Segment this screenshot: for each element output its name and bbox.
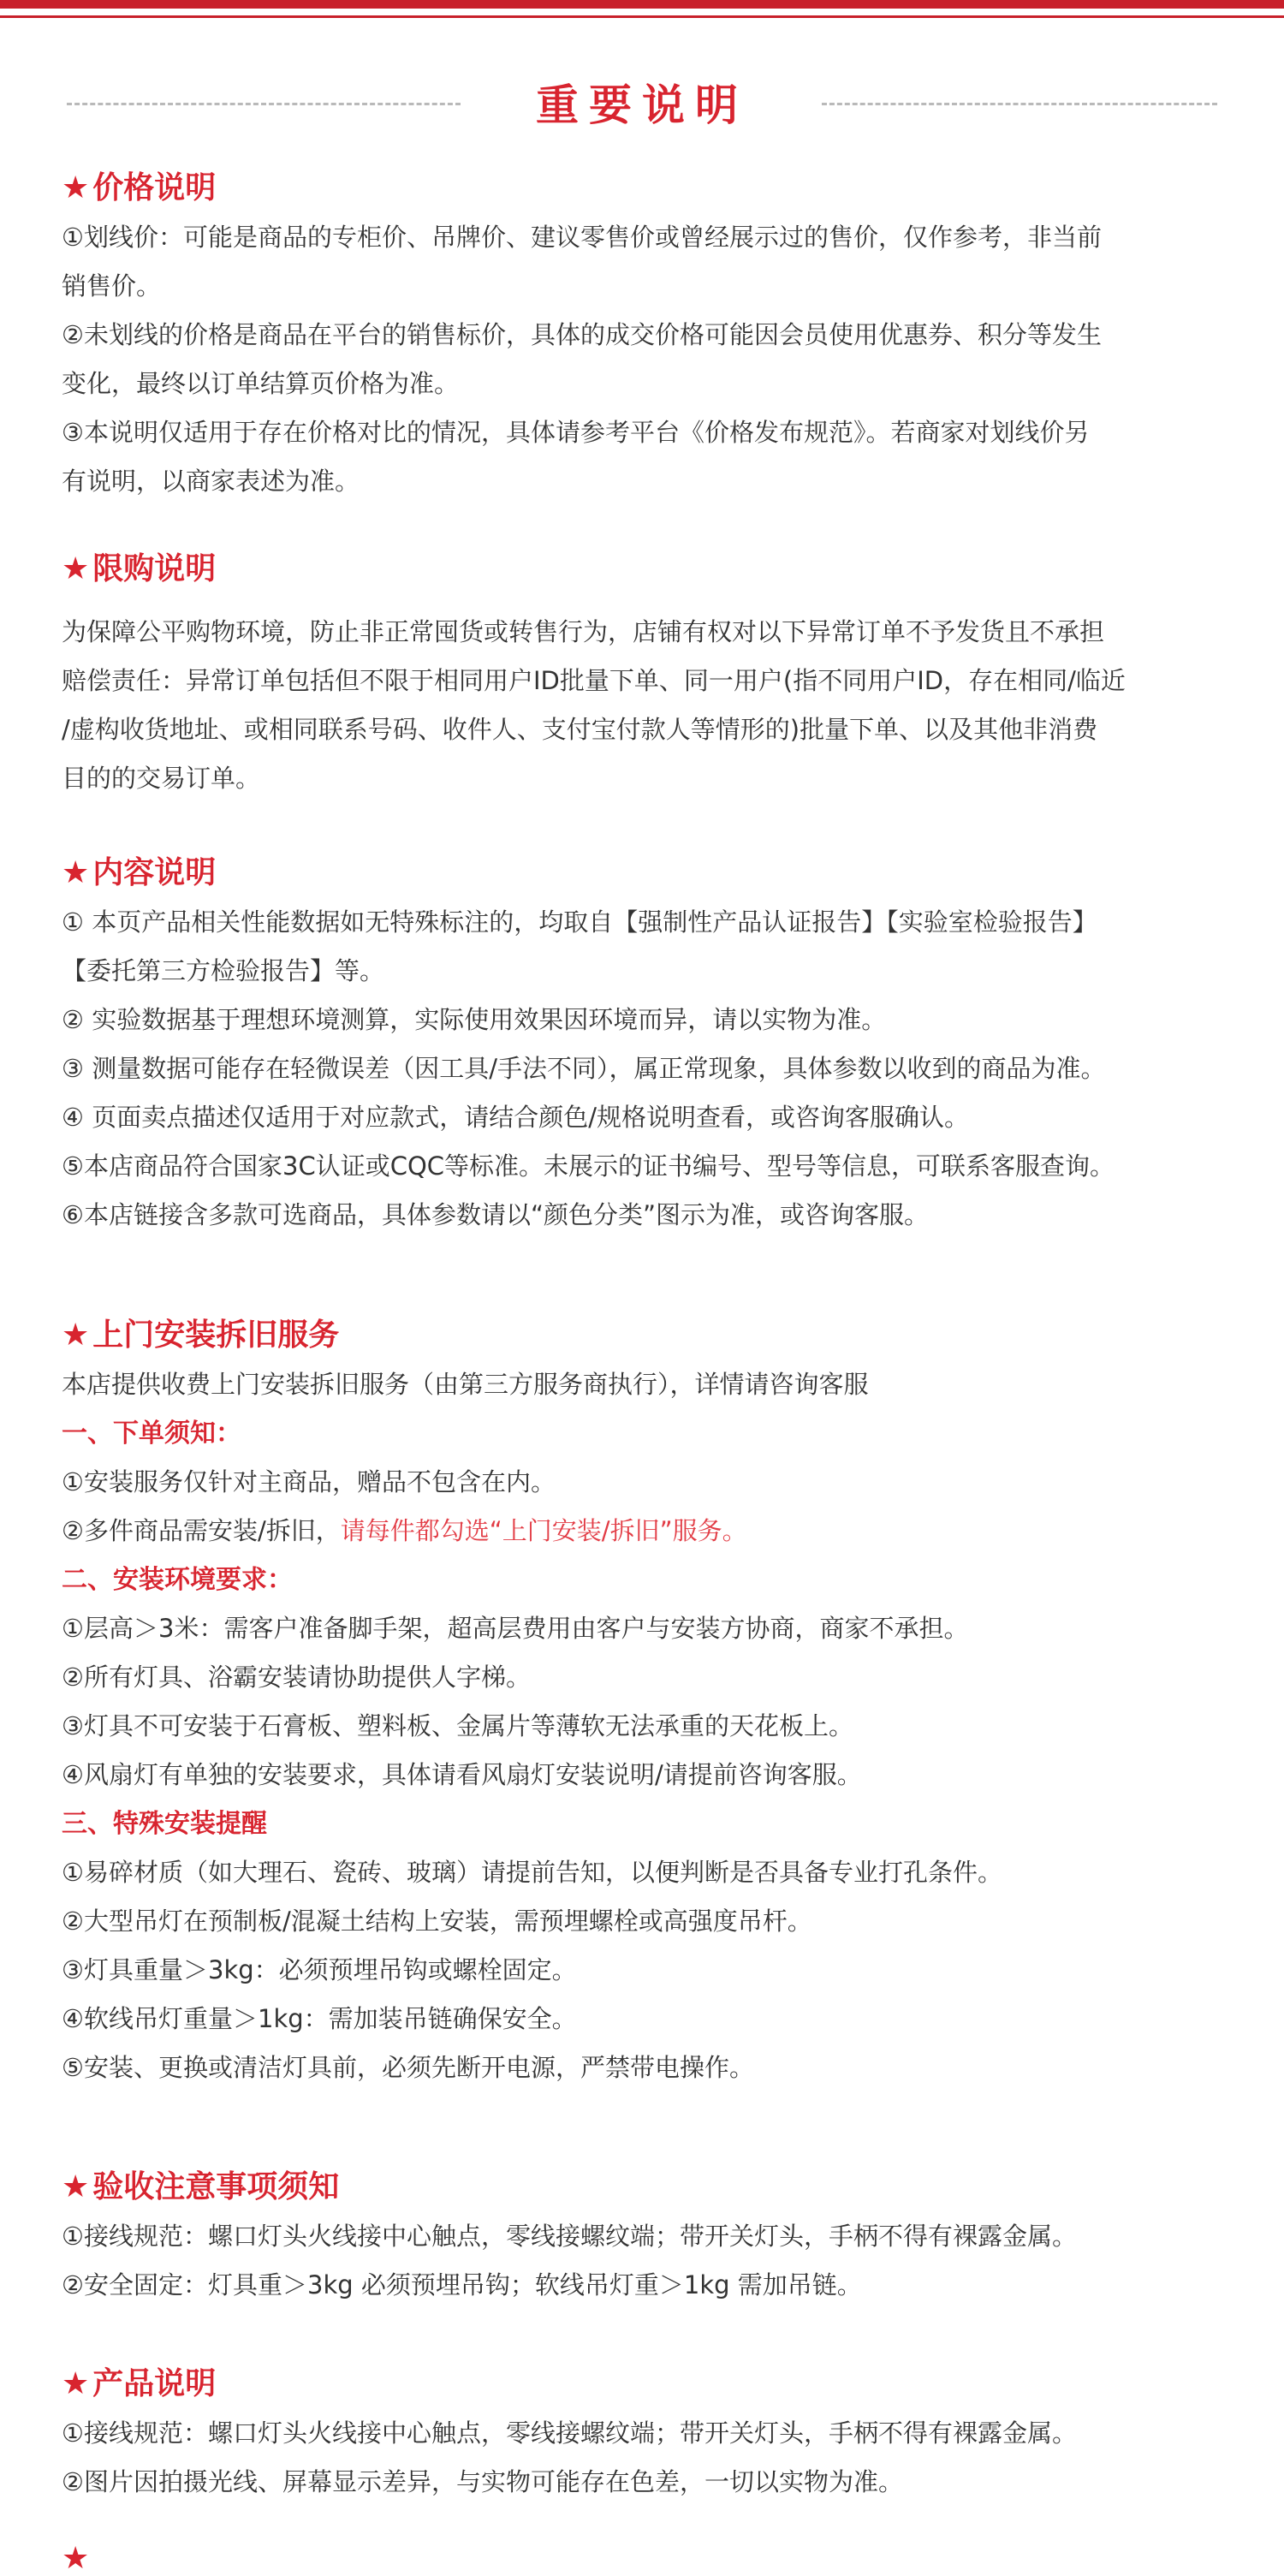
text-line: ②大型吊灯在预制板/混凝土结构上安装，需预埋螺栓或高强度吊杆。	[62, 1907, 812, 1936]
sub-heading-order: 一、下单须知：	[62, 1419, 241, 1449]
section-heading: ★ 产品说明	[62, 2366, 217, 2401]
text-line: 【委托第三方检验报告】等。	[62, 956, 385, 985]
title-row	[0, 67, 1284, 144]
sub-heading-special: 三、特殊安装提醒	[62, 1809, 267, 1839]
text-line: 变化，最终以订单结算页价格为准。	[62, 369, 460, 398]
section-install	[62, 1314, 1234, 2092]
star-icon: ★	[62, 2169, 90, 2204]
section-heading: ★ 上门安装拆旧服务	[62, 1318, 340, 1353]
text-line: ①层高＞3米：需客户准备脚手架，超高层费用由客户与安装方协商，商家不承担。	[62, 1614, 969, 1643]
section-product	[62, 2363, 1234, 2507]
text-line: ①安装服务仅针对主商品，赠品不包含在内。	[62, 1467, 556, 1496]
text-line: ①划线价：可能是商品的专柜价、吊牌价、建议零售价或曾经展示过的售价，仅作参考，非当前	[62, 223, 1102, 252]
text-line: 赔偿责任：异常订单包括但不限于相同用户ID批量下单、同一用户(指不同用户ID，存在相同/临近	[62, 666, 1126, 695]
section-heading: ★ 内容说明	[62, 855, 217, 890]
title-divider-right	[822, 103, 1217, 105]
star-icon: ★	[62, 855, 90, 890]
text-line: ②安全固定：灯具重＞3kg 必须预埋吊钩；软线吊灯重＞1kg 需加吊链。	[62, 2270, 862, 2299]
text-line: ①接线规范：螺口灯头火线接中心触点，零线接螺纹端；带开关灯头，手柄不得有裸露金属。	[62, 2222, 1077, 2251]
section-limit	[62, 548, 1234, 803]
section-acceptance	[62, 2166, 1234, 2310]
section-heading: ★ 价格说明	[62, 170, 217, 205]
text-line: ④ 页面卖点描述仅适用于对应款式，请结合颜色/规格说明查看，或咨询客服确认。	[62, 1103, 969, 1132]
star-icon: ★	[62, 551, 90, 586]
text-line: ③灯具重量＞3kg：必须预埋吊钩或螺栓固定。	[62, 1955, 577, 1984]
section-content	[62, 852, 1234, 1240]
star-icon: ★	[62, 2366, 90, 2401]
text-line: ②多件商品需安装/拆旧，请每件都勾选“上门安装/拆旧”服务。	[62, 1516, 747, 1545]
section-price	[62, 167, 1234, 506]
install-intro: 本店提供收费上门安装拆旧服务（由第三方服务商执行），详情请咨询客服	[62, 1370, 869, 1399]
section-heading: ★ 验收注意事项须知	[62, 2169, 340, 2204]
star-icon: ★	[62, 2541, 90, 2576]
text-line: ②所有灯具、浴霸安装请协助提供人字梯。	[62, 1663, 531, 1692]
page-title: 重要说明	[536, 80, 748, 130]
text-line: ⑤本店商品符合国家3C认证或CQC等标准。未展示的证书编号、型号等信息，可联系客服查询。	[62, 1151, 1115, 1181]
text-line: ④软线吊灯重量＞1kg：需加装吊链确保安全。	[62, 2004, 577, 2033]
text-line: ③本说明仅适用于存在价格对比的情况，具体请参考平台《价格发布规范》。若商家对划线价另	[62, 418, 1090, 447]
text-line: ⑤安装、更换或清洁灯具前，必须先断开电源，严禁带电操作。	[62, 2053, 754, 2082]
text-line: /虚构收货地址、或相同联系号码、收件人、支付宝付款人等情形的)批量下单、以及其他非消费	[62, 715, 1098, 744]
text-line: ① 本页产品相关性能数据如无特殊标注的，均取自【强制性产品认证报告】【实验室检验报告】	[62, 907, 1097, 937]
title-divider-left	[67, 103, 461, 105]
text-line: ①易碎材质（如大理石、瓷砖、玻璃）请提前告知，以便判断是否具备专业打孔条件。	[62, 1858, 1002, 1887]
text-line: ①接线规范：螺口灯头火线接中心触点，零线接螺纹端；带开关灯头，手柄不得有裸露金属。	[62, 2418, 1077, 2448]
text-line: ⑥本店链接含多款可选商品，具体参数请以“颜色分类”图示为准，或咨询客服。	[62, 1200, 930, 1229]
top-red-line	[0, 15, 1284, 18]
text-line: ③ 测量数据可能存在轻微误差（因工具/手法不同），属正常现象，具体参数以收到的商品为准。	[62, 1054, 1106, 1083]
top-red-bar	[0, 0, 1284, 9]
text-line: 有说明，以商家表述为准。	[62, 467, 360, 496]
text-line: ④风扇灯有单独的安装要求，具体请看风扇灯安装说明/请提前咨询客服。	[62, 1760, 862, 1789]
text-line: 目的的交易订单。	[62, 764, 261, 793]
text-line: ②未划线的价格是商品在平台的销售标价，具体的成交价格可能因会员使用优惠券、积分等发生	[62, 320, 1102, 349]
section-heading: ★ 限购说明	[62, 551, 217, 586]
text-line: ② 实验数据基于理想环境测算，实际使用效果因环境而异，请以实物为准。	[62, 1005, 887, 1034]
text-line: ②图片因拍摄光线、屏幕显示差异，与实物可能存在色差，一切以实物为准。	[62, 2467, 903, 2496]
text-line: 销售价。	[62, 271, 162, 300]
text-line: ③灯具不可安装于石膏板、塑料板、金属片等薄软无法承重的天花板上。	[62, 1711, 853, 1740]
star-icon: ★	[62, 170, 90, 205]
star-icon: ★	[62, 1318, 90, 1353]
highlight-text: 请每件都勾选“上门安装/拆旧”服务。	[340, 1516, 747, 1545]
sub-heading-environment: 二、安装环境要求：	[62, 1565, 293, 1595]
text-line: 为保障公平购物环境，防止非正常囤货或转售行为，店铺有权对以下异常订单不予发货且不承担	[62, 617, 1105, 646]
